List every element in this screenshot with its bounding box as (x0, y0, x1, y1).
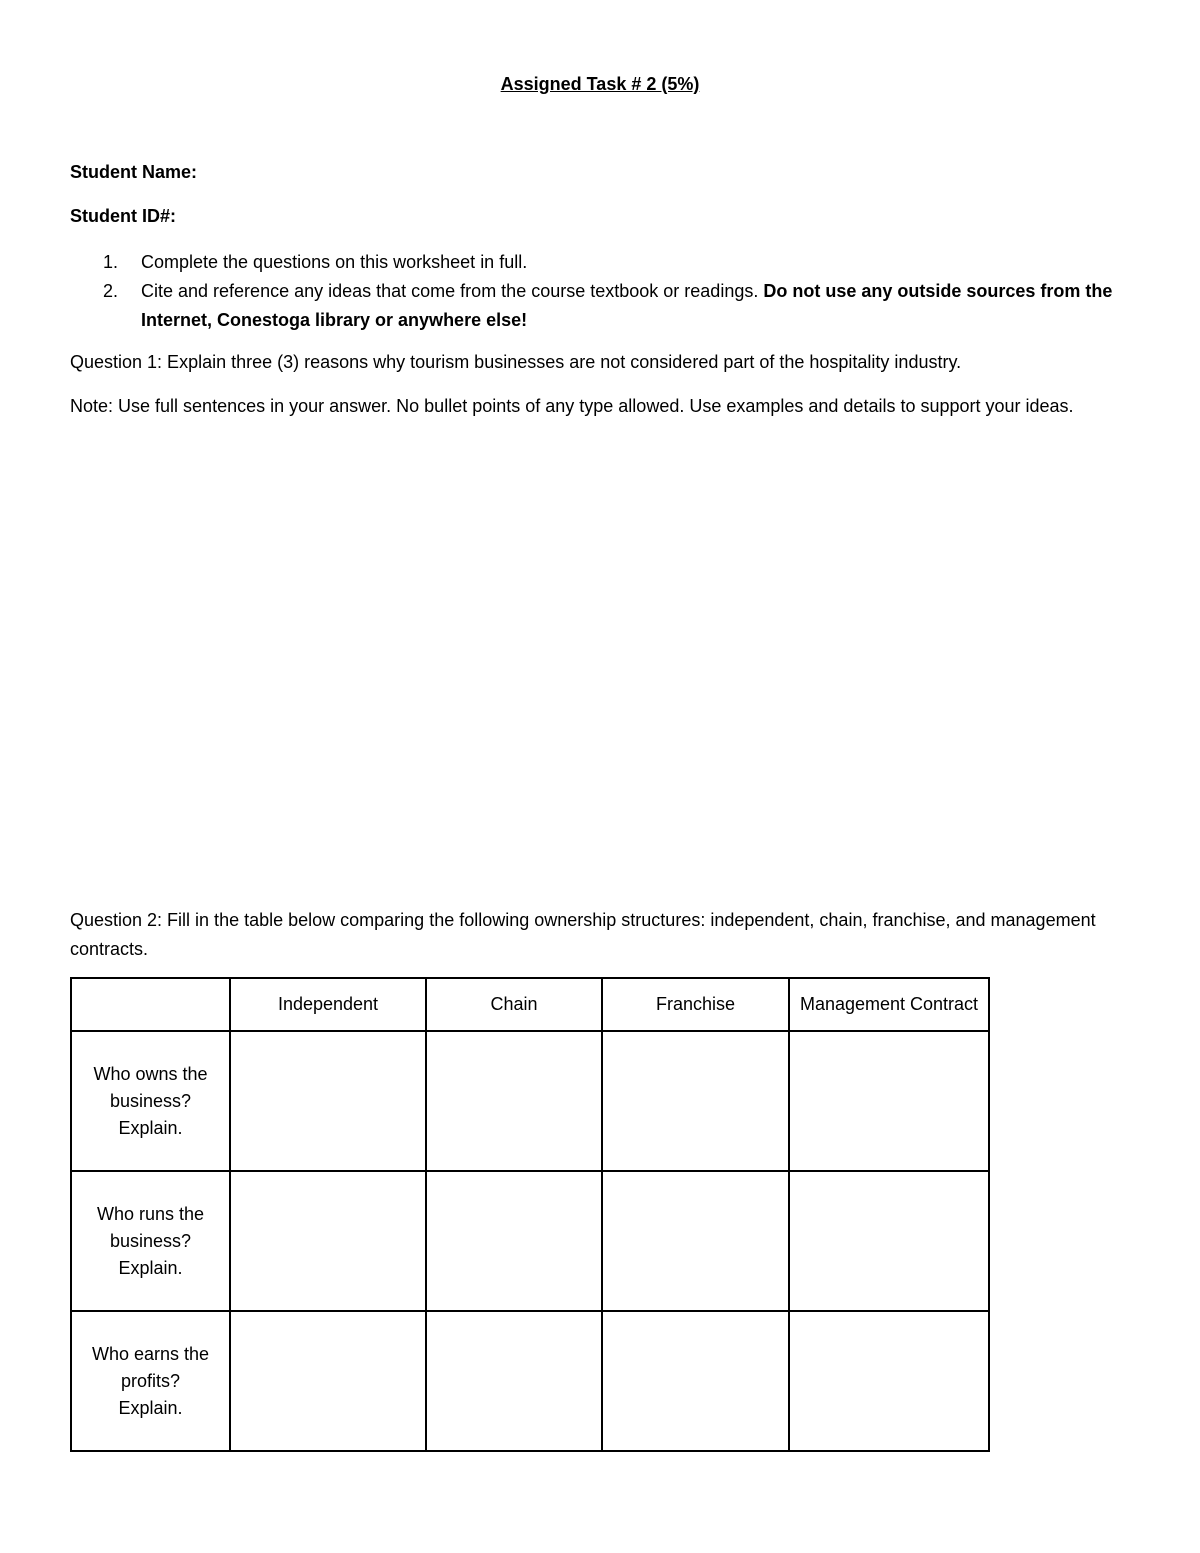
table-header-row (71, 978, 989, 1031)
table-header-chain: Chain (426, 978, 602, 1031)
student-name-label: Student Name: (70, 162, 198, 182)
answer-cell-independent-earns[interactable] (230, 1311, 426, 1451)
table-header-independent: Independent (230, 978, 426, 1031)
list-item (70, 248, 1130, 277)
list-item-text: Cite and reference any ideas that come from the course textbook or readings. (141, 281, 764, 301)
table-row (71, 1171, 989, 1311)
question-1-note: Note: Use full sentences in your answer. No bullet points of any type allowed. Use examples and details to support your ideas. (70, 396, 1074, 416)
list-item-number: 1. (103, 252, 119, 272)
student-id-label: Student ID#: (70, 206, 176, 226)
answer-cell-chain-runs[interactable] (426, 1171, 602, 1311)
ownership-comparison-table (70, 977, 990, 1452)
list-item-number: 2. (103, 281, 119, 301)
table-header-cell-empty (71, 978, 230, 1031)
row-label-who-earns: Who earns the profits? Explain. (71, 1311, 230, 1451)
answer-cell-franchise-runs[interactable] (602, 1171, 789, 1311)
answer-cell-independent-owns[interactable] (230, 1031, 426, 1171)
question-1: Question 1: Explain three (3) reasons why tourism businesses are not considered part of the hospitality industry. (70, 352, 962, 372)
answer-cell-management-runs[interactable] (789, 1171, 989, 1311)
answer-cell-independent-runs[interactable] (230, 1171, 426, 1311)
row-label-who-owns: Who owns the business? Explain. (71, 1031, 230, 1171)
list-item-text: Complete the questions on this worksheet in full. (141, 252, 528, 272)
answer-cell-chain-owns[interactable] (426, 1031, 602, 1171)
table-header-management-contract: Management Contract (789, 978, 989, 1031)
list-item (70, 277, 1130, 335)
answer-cell-management-earns[interactable] (789, 1311, 989, 1451)
instructions-list (70, 248, 1130, 335)
answer-cell-franchise-earns[interactable] (602, 1311, 789, 1451)
list-item-bold-text: Do not use any outside sources from the Internet, Conestoga library or anywhere else! (141, 281, 1113, 330)
page-title: Assigned Task # 2 (5%) (500, 74, 700, 94)
row-label-who-runs: Who runs the business? Explain. (71, 1171, 230, 1311)
answer-cell-franchise-owns[interactable] (602, 1031, 789, 1171)
answer-cell-management-owns[interactable] (789, 1031, 989, 1171)
question-2: Question 2: Fill in the table below comparing the following ownership structures: independent, chain, franchise, and management contracts. (70, 910, 1096, 959)
table-row (71, 1311, 989, 1451)
answer-cell-chain-earns[interactable] (426, 1311, 602, 1451)
table-header-franchise: Franchise (602, 978, 789, 1031)
table-row (71, 1031, 989, 1171)
